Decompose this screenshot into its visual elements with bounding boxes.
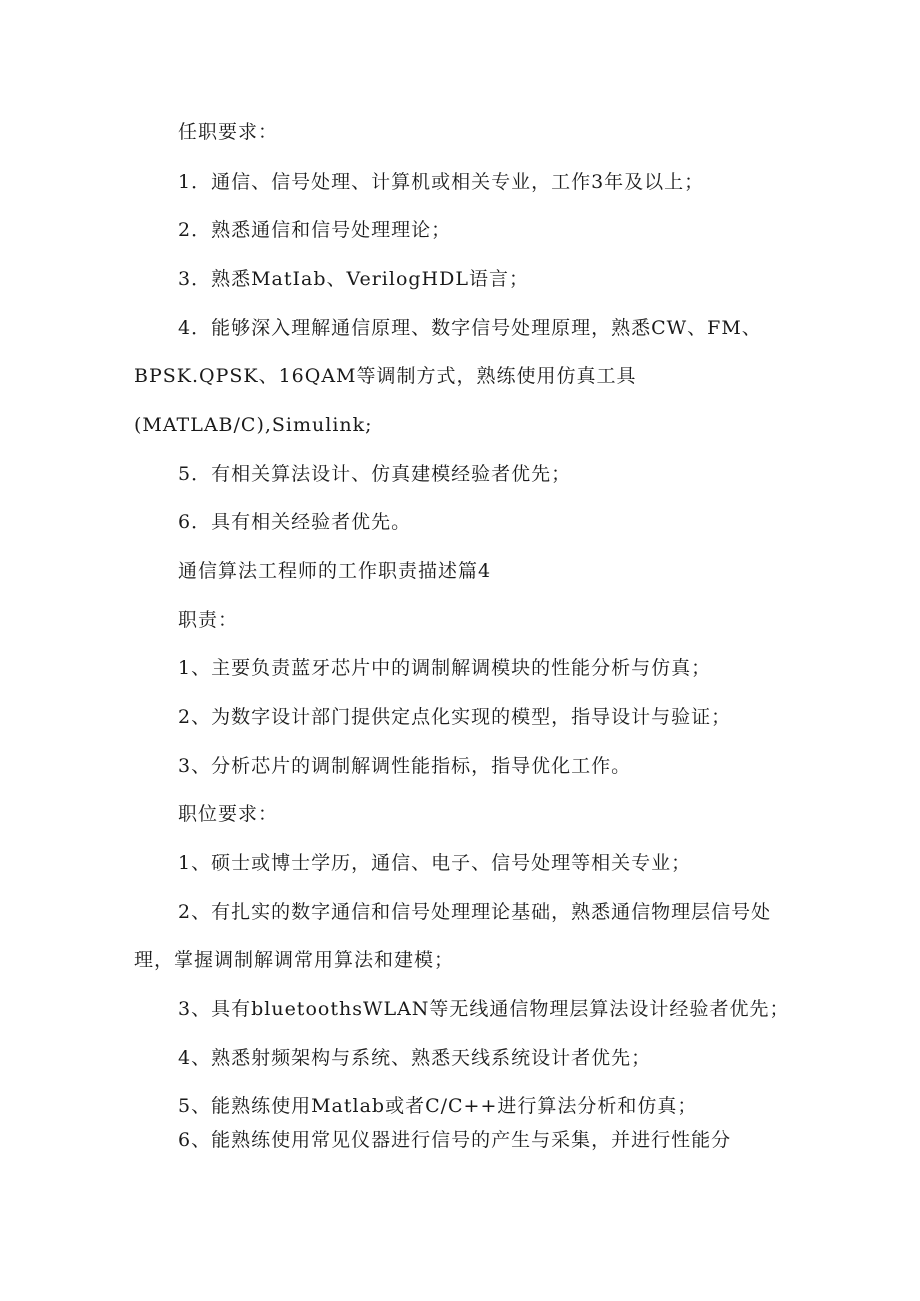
- requirement-item-4-continued-2: (MATLAB/C),Simulink;: [134, 414, 373, 436]
- heading-duties: 职责：: [178, 609, 239, 631]
- duty-item-2: 2、为数字设计部门提供定点化实现的模型，指导设计与验证；: [178, 706, 732, 728]
- position-item-5: 5、能熟练使用Matlab或者C/C++进行算法分析和仿真；: [178, 1095, 698, 1117]
- requirement-item-4: 4．能够深入理解通信原理、数字信号处理原理，熟悉CW、FM、: [178, 317, 762, 339]
- position-item-2-continued: 理，掌握调制解调常用算法和建模；: [134, 949, 455, 971]
- heading-job-requirements: 任职要求：: [178, 121, 279, 143]
- position-item-3: 3、具有bluetoothsWLAN等无线通信物理层算法设计经验者优先；: [178, 998, 790, 1020]
- requirement-item-5: 5．有相关算法设计、仿真建模经验者优先；: [178, 463, 572, 485]
- position-item-2: 2、有扎实的数字通信和信号处理理论基础，熟悉通信物理层信号处: [178, 901, 772, 923]
- position-item-1: 1、硕士或博士学历，通信、电子、信号处理等相关专业；: [178, 852, 692, 874]
- heading-position-requirements: 职位要求：: [178, 803, 279, 825]
- position-item-6: 6、能熟练使用常见仪器进行信号的产生与采集，并进行性能分: [178, 1129, 732, 1151]
- requirement-item-4-continued: BPSK.QPSK、16QAM等调制方式，熟练使用仿真工具: [134, 365, 637, 387]
- requirement-item-2: 2．熟悉通信和信号处理理论；: [178, 219, 452, 241]
- requirement-item-1: 1．通信、信号处理、计算机或相关专业，工作3年及以上；: [178, 171, 705, 193]
- requirement-item-3: 3．熟悉MatIab、VerilogHDL语言；: [178, 268, 529, 290]
- position-item-4: 4、熟悉射频架构与系统、熟悉天线系统设计者优先；: [178, 1047, 652, 1069]
- requirement-item-6: 6．具有相关经验者优先。: [178, 511, 412, 533]
- duty-item-3: 3、分析芯片的调制解调性能指标，指导优化工作。: [178, 755, 632, 777]
- section-title: 通信算法工程师的工作职责描述篇4: [178, 560, 492, 582]
- duty-item-1: 1、主要负责蓝牙芯片中的调制解调模块的性能分析与仿真；: [178, 657, 712, 679]
